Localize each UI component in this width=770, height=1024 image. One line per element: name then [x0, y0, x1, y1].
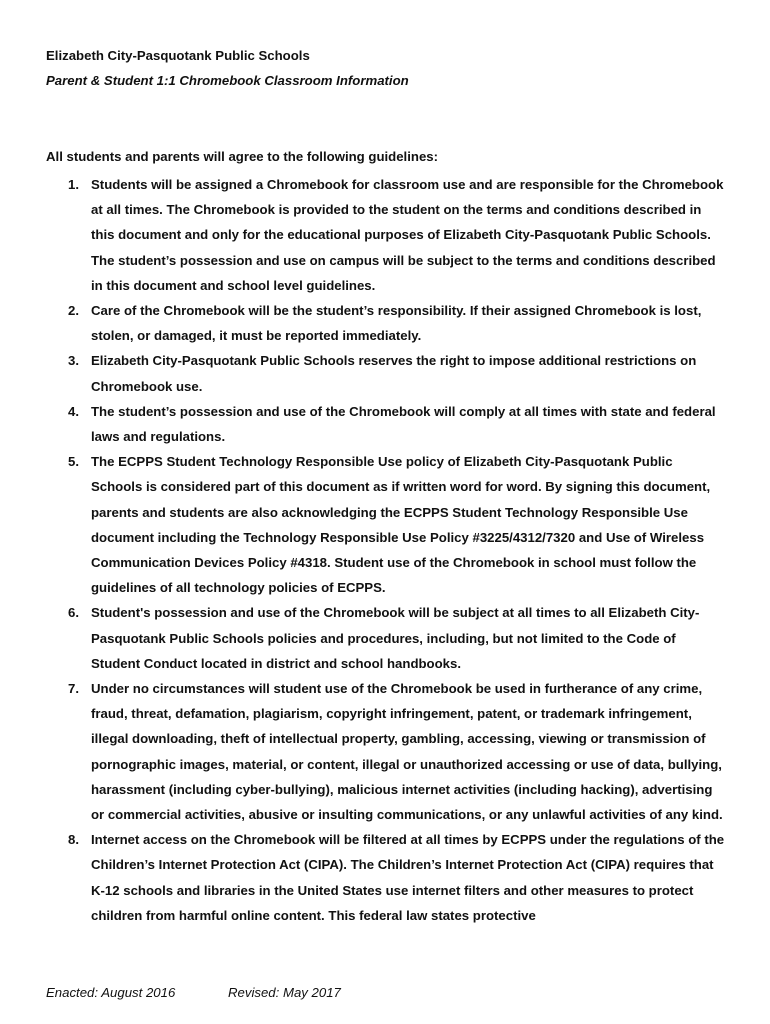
guideline-number: 1. — [68, 177, 79, 192]
guideline-number: 6. — [68, 605, 79, 621]
guideline-item-5 — [46, 449, 726, 600]
guideline-item-3 — [46, 348, 726, 398]
guideline-item-2 — [46, 298, 726, 348]
guideline-text: Students will be assigned a Chromebook for classroom use and are responsible for the Chromebook at all times. The Chromebook is provided to the student on the terms and conditions described in this document and only for the educational purposes of Elizabeth City-Pasquotank Public Schools. The student’s possession and use on campus will be subject to the terms and conditions described in this document and school level guidelines. — [91, 177, 724, 293]
guideline-number: 4. — [68, 403, 79, 419]
guidelines-list — [46, 172, 726, 928]
guideline-item-7 — [46, 676, 726, 827]
guideline-number: 2. — [68, 303, 79, 319]
guideline-text: Elizabeth City-Pasquotank Public Schools reserves the right to impose additional restrictions on Chromebook use. — [91, 353, 697, 394]
guideline-number: 7. — [68, 681, 79, 697]
organization-title: Elizabeth City-Pasquotank Public Schools — [46, 48, 310, 63]
revised-date: Revised: May 2017 — [228, 985, 341, 1000]
document-subtitle: Parent & Student 1:1 Chromebook Classroom Information — [46, 73, 409, 88]
guideline-text: Under no circumstances will student use of the Chromebook be used in furtherance of any crime, fraud, threat, defamation, plagiarism, copyright infringement, patent, or trademark infringement, illegal downloading, theft of intellectual property, gambling, accessing, viewing or transmission of pornographic images, material, or content, illegal or unauthorized accessing or use of data, bullying, harassment (including cyber-bullying), malicious internet activities (including hacking), advertising or commercial activities, abusive or insulting communications, or any unlawful activities of any kind. — [91, 681, 723, 823]
guideline-number: 3. — [68, 353, 79, 369]
guideline-number: 5. — [68, 454, 79, 470]
guideline-text: Care of the Chromebook will be the student’s responsibility. If their assigned Chromebook is lost, stolen, or damaged, it must be reported immediately. — [91, 303, 702, 344]
guideline-item-1 — [46, 172, 726, 298]
guideline-item-8 — [46, 827, 726, 928]
guideline-item-6 — [46, 600, 726, 676]
guideline-text: Student's possession and use of the Chromebook will be subject at all times to all Elizabeth City-Pasquotank Public Schools policies and procedures, including, but not limited to the Code of Student Conduct located in district and school handbooks. — [91, 605, 700, 671]
guideline-number: 8. — [68, 832, 79, 848]
guideline-text: The ECPPS Student Technology Responsible Use policy of Elizabeth City-Pasquotank Public Schools is considered part of this document as if written word for word. By signing this document, parents and students are also acknowledging the ECPPS Student Technology Responsible Use document including the Technology Responsible Use Policy #3225/4312/7320 and Use of Wireless Communication Devices Policy #4318. Student use of the Chromebook in school must follow the guidelines of all technology policies of ECPPS. — [91, 454, 711, 596]
guideline-text: Internet access on the Chromebook will be filtered at all times by ECPPS under the regulations of the Children’s Internet Protection Act (CIPA). The Children’s Internet Protection Act (CIPA) requires that K-12 schools and libraries in the United States use internet filters and other measures to protect children from harmful online content. This federal law states protective — [91, 832, 725, 923]
guideline-text: The student’s possession and use of the Chromebook will comply at all times with state and federal laws and regulations. — [91, 403, 716, 445]
guideline-item-4 — [46, 399, 726, 449]
enacted-date: Enacted: August 2016 — [46, 985, 176, 1000]
document-footer — [46, 984, 341, 1002]
intro-statement: All students and parents will agree to the following guidelines: — [46, 149, 438, 164]
